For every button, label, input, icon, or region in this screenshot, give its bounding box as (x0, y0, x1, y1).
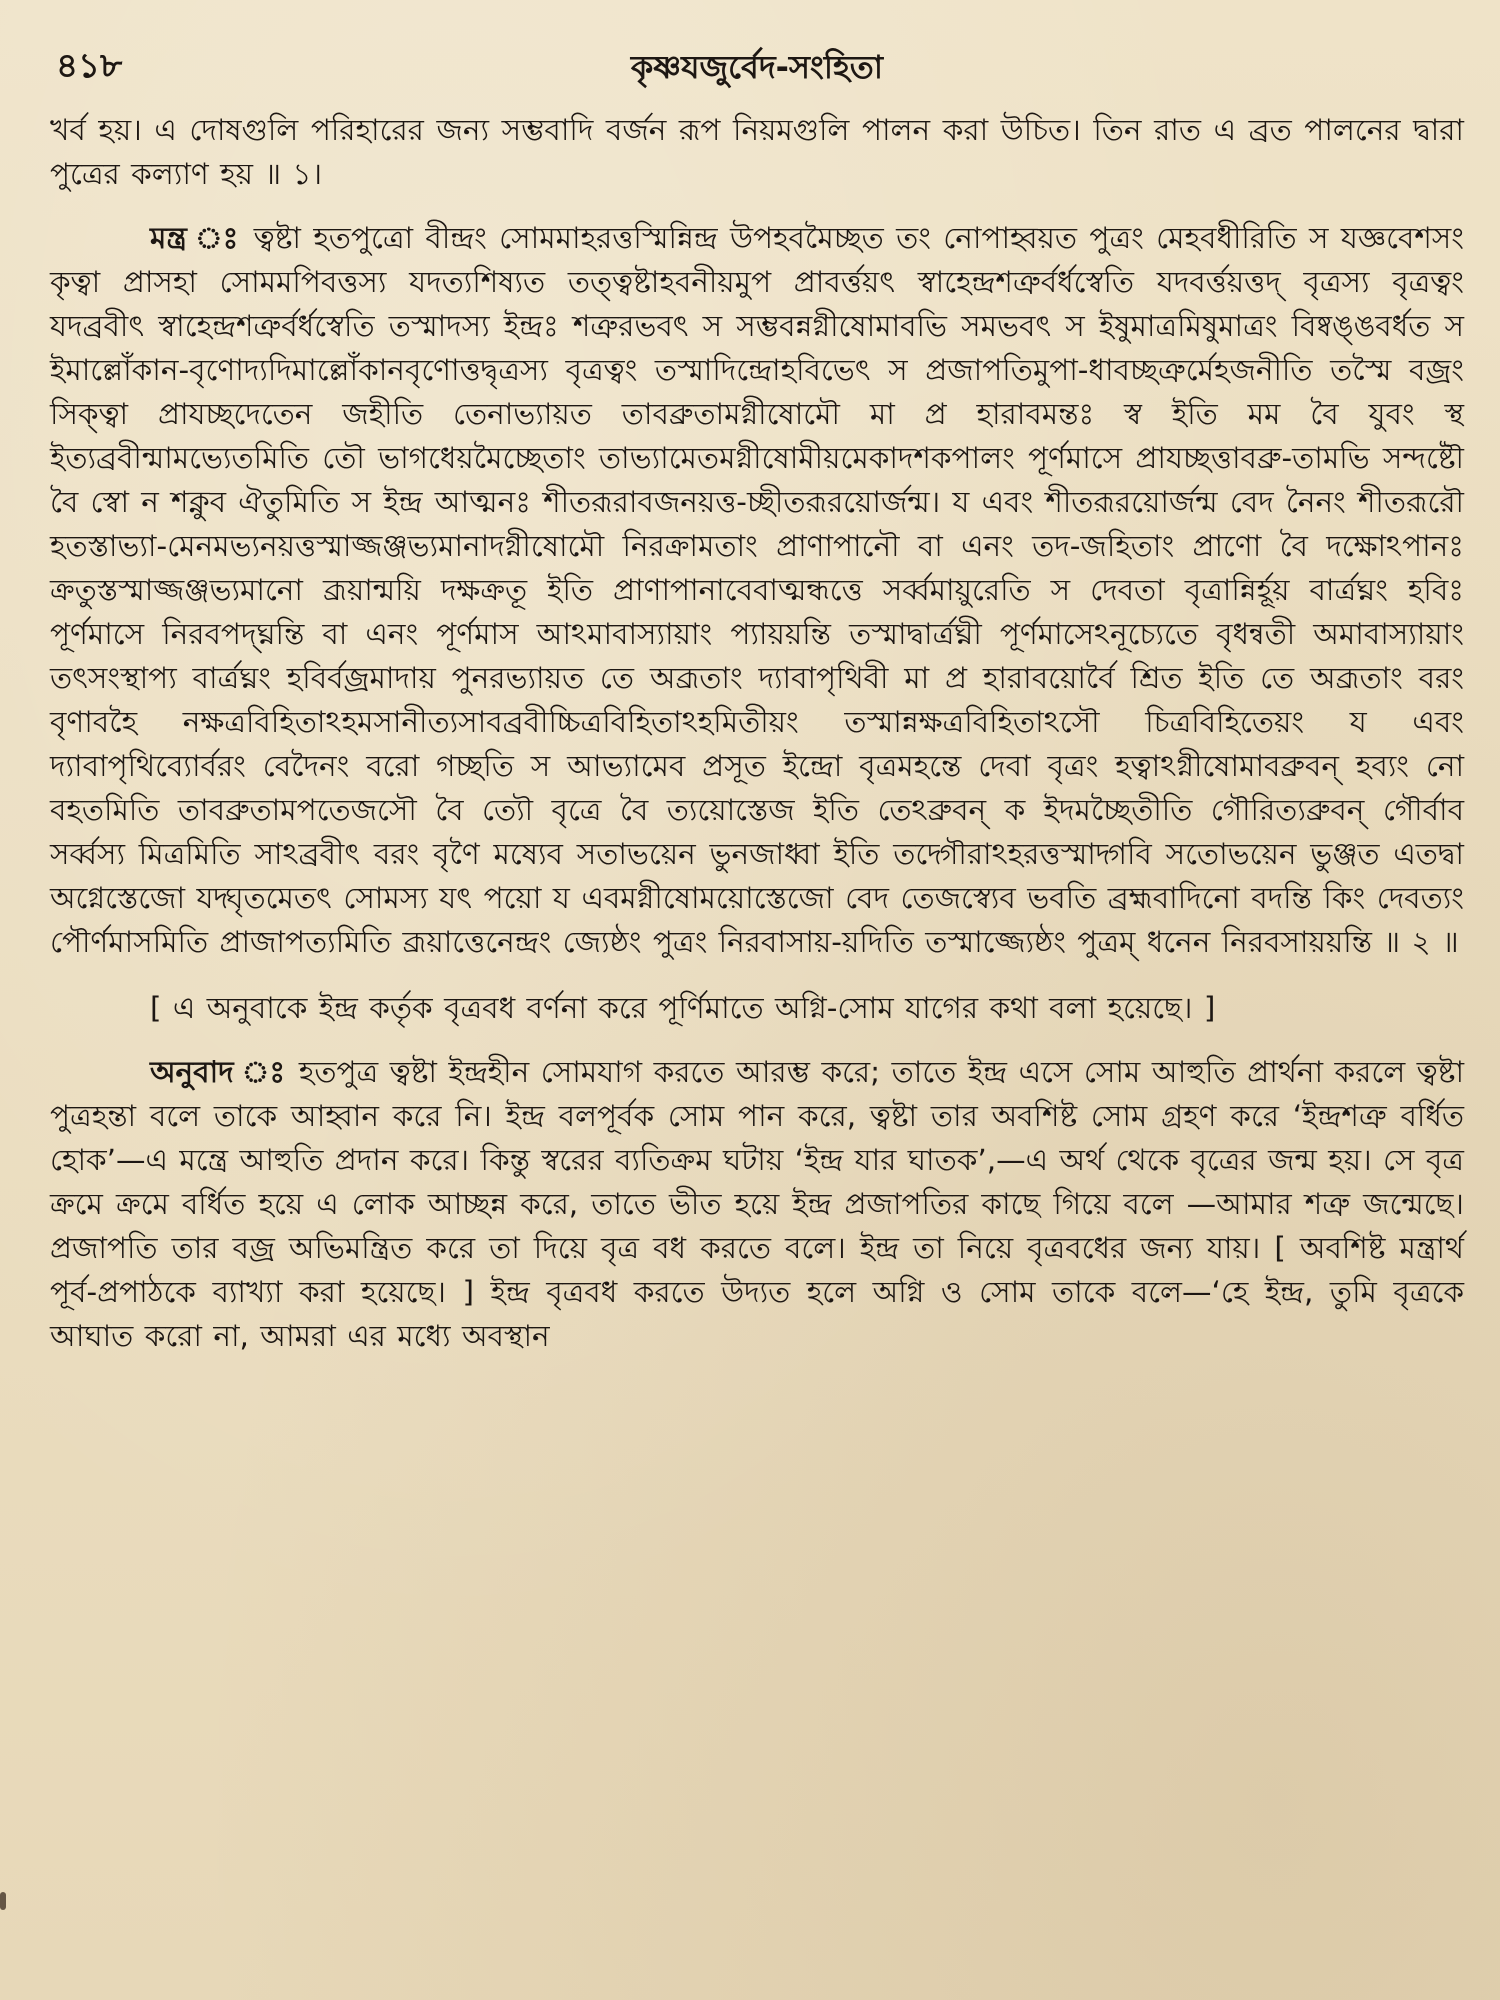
page-header (50, 34, 1464, 94)
translation-paragraph (50, 1050, 1464, 1358)
page-edge-mark (0, 1892, 6, 1910)
translator-note: [ এ অনুবাকে ইন্দ্র কর্তৃক বৃত্রবধ বর্ণনা করে পূর্ণিমাতে অগ্নি-সোম যাগের কথা বলা হয়েছে। ] (150, 991, 1216, 1025)
mantra-label: মন্ত্র ঃ (150, 221, 242, 255)
translation-label: অনুবাদ ঃ (150, 1055, 288, 1089)
mantra-text: ত্বষ্টা হতপুত্রো বীন্দ্রং সোমমাহরত্তস্মিন্নিন্দ্র উপহবমৈচ্ছত তং নোপাহ্বয়ত পুত্রং মেহবধীরিতি স যজ্ঞবেশসং কৃত্বা প্রাসহা সোমমপিবত্তস্য যদত্যশিষ্যত তত্ত্বষ্টাহবনীয়মুপ প্রাবর্ত্তয়ৎ স্বাহেন্দ্রশত্রুর্বর্ধস্বেতি যদবর্ত্তয়ত্তদ্ বৃত্রস্য বৃত্রত্বং যদব্রবীৎ স্বাহেন্দ্রশত্রুর্বর্ধস্বেতি তস্মাদস্য ইন্দ্রঃ শত্রুরভবৎ স সম্ভবন্নগ্নীষোমাবভি সমভবৎ স ইষুমাত্রমিষুমাত্রং বিষ্বঙ্ঙবর্ধত স ইমাল্লোঁকান-বৃণোদ্যদিমাল্লোঁকানবৃণোত্তদ্বৃত্রস্য বৃত্রত্বং তস্মাদিন্দ্রোহবিভেৎ স প্রজাপতিমুপা-ধাবচ্ছত্রুর্মেহজনীতি তস্মৈ বজ্রং সিক্ত্বা প্রাযচ্ছদেতেন জহীতি তেনাভ্যায়ত তাবব্রুতামগ্নীষোমৌ মা প্র হারাবমন্তঃ স্ব ইতি মম বৈ যুবং স্থ ইত্যব্রবীন্মামভ্যেতমিতি তৌ ভাগধেয়মৈচ্ছেতাং তাভ্যামেতমগ্নীষোমীয়মেকাদশকপালং পূর্ণমাসে প্রাযচ্ছত্তাবব্রু-তামভি সন্দষ্টৌ বৈ স্বো ন শক্নুব ঐতুমিতি স ইন্দ্র আত্মনঃ শীতরূরাবজনয়ত্ত-চ্ছীতরূরয়োর্জন্ম। য এবং শীতরূরয়োর্জন্ম বেদ নৈনং শীতরূরৌ হতস্তাভ্যা-মেনমভ্যনয়ত্তস্মাজ্জঞ্জভ্যমানাদগ্নীষোমৌ নিরক্রামতাং প্রাণাপানৌ বা এনং তদ-জহিতাং প্রাণো বৈ দক্ষোঽপানঃ ক্রতুস্তস্মাজ্জঞ্জভ্যমানো ব্রূয়ান্ময়ি দক্ষক্রতূ ইতি প্রাণাপানাবেবাত্মন্ধত্তে সর্ব্বমায়ুরেতি স দেবতা বৃত্রান্নির্হূয় বার্ত্রঘ্নং হবিঃ পূর্ণমাসে নিরবপদ্ঘ্নন্তি বা এনং পূর্ণমাস আঽমাবাস্যায়াং প্যায়য়ন্তি তস্মাদ্বার্ত্রঘ্নী পূর্ণমাসেঽনূচ্যেতে বৃধন্বতী অমাবাস্যায়াং তৎসংস্থাপ্য বার্ত্রঘ্নং হবির্বজ্রমাদায় পুনরভ্যায়ত তে অব্রূতাং দ্যাবাপৃথিবী মা প্র হারাবয়োর্বৈ শ্রিত ইতি তে অব্রূতাং বরং বৃণাবহৈ নক্ষত্রবিহিতাঽহমসানীত্যসাবব্রবীচ্চিত্রবিহিতাঽহমিতীয়ং তস্মান্নক্ষত্রবিহিতাঽসৌ চিত্রবিহিতেয়ং য এবং দ্যাবাপৃথিব্যোর্বরং বেদৈনং বরো গচ্ছতি স আভ্যামেব প্রসূত ইন্দ্রো বৃত্রমহন্তে দেবা বৃত্রং হত্বাঽগ্নীষোমাবব্রুবন্ হব্যং নো বহতমিতি তাবব্রুতামপতেজসৌ বৈ ত্যৌ বৃত্রে বৈ ত্যয়োস্তেজ ইতি তেঽব্রুবন্ ক ইদমচ্ছৈতীতি গৌরিত্যব্রুবন্ গৌর্বাব সর্ব্বস্য মিত্রমিতি সাঽব্রবীৎ বরং বৃণৈ মষ্যেব সতাভয়েন ভুনজাধ্বা ইতি তদ্গৌরাঽহরত্তস্মাদ্গবি সতোভয়েন ভুঞ্জত এতদ্বা অগ্নেস্তেজো যদ্ঘৃতমেতৎ সোমস্য যৎ পয়ো য এবমগ্নীষোময়োস্তেজো বেদ তেজস্ব্যেব ভবতি ব্রহ্মবাদিনো বদন্তি কিং দেবত্যং পৌর্ণমাসমিতি প্রাজাপত্যমিতি ব্রূয়াত্তেনেন্দ্রং জ্যেষ্ঠং পুত্রং নিরবাসায়-য়দিতি তস্মাজ্জ্যেষ্ঠং পুত্রম্ ধনেন নিরবসায়য়ন্তি ॥ ২ ॥ (50, 221, 1464, 959)
mantra-paragraph (50, 216, 1464, 964)
running-title: কৃষ্ণযজুর্বেদ-সংহিতা (630, 48, 884, 86)
page-number: ৪১৮ (56, 46, 123, 86)
translation-text: হতপুত্র ত্বষ্টা ইন্দ্রহীন সোমযাগ করতে আরম্ভ করে; তাতে ইন্দ্র এসে সোম আহুতি প্রার্থনা করলে ত্বষ্টা পুত্রহন্তা বলে তাকে আহ্বান করে নি। ইন্দ্র বলপূর্বক সোম পান করে, ত্বষ্টা তার অবশিষ্ট সোম গ্রহণ করে ‘ইন্দ্রশত্রু বর্ধিত হোক’—এ মন্ত্রে আহুতি প্রদান করে। কিন্তু স্বরের ব্যতিক্রম ঘটায় ‘ইন্দ্র যার ঘাতক’,—এ অর্থ থেকে বৃত্রের জন্ম হয়। সে বৃত্র ক্রমে ক্রমে বর্ধিত হয়ে এ লোক আচ্ছন্ন করে, তাতে ভীত হয়ে ইন্দ্র প্রজাপতির কাছে গিয়ে বলে —আমার শত্রু জন্মেছে। প্রজাপতি তার বজ্র অভিমন্ত্রিত করে তা দিয়ে বৃত্র বধ করতে বলে। ইন্দ্র তা নিয়ে বৃত্রবধের জন্য যায়। [ অবশিষ্ট মন্ত্রার্থ পূর্ব-প্রপাঠকে ব্যাখ্যা করা হয়েছে। ] ইন্দ্র বৃত্রবধ করতে উদ্যত হলে অগ্নি ও সোম তাকে বলে—‘হে ইন্দ্র, তুমি বৃত্রকে আঘাত করো না, আমরা এর মধ্যে অবস্থান (50, 1055, 1464, 1353)
opening-paragraph: খর্ব হয়। এ দোষগুলি পরিহারের জন্য সম্ভবাদি বর্জন রূপ নিয়মগুলি পালন করা উচিত। তিন রাত এ ব্রত পালনের দ্বারা পুত্রের কল্যাণ হয় ॥ ১। (50, 113, 1464, 191)
